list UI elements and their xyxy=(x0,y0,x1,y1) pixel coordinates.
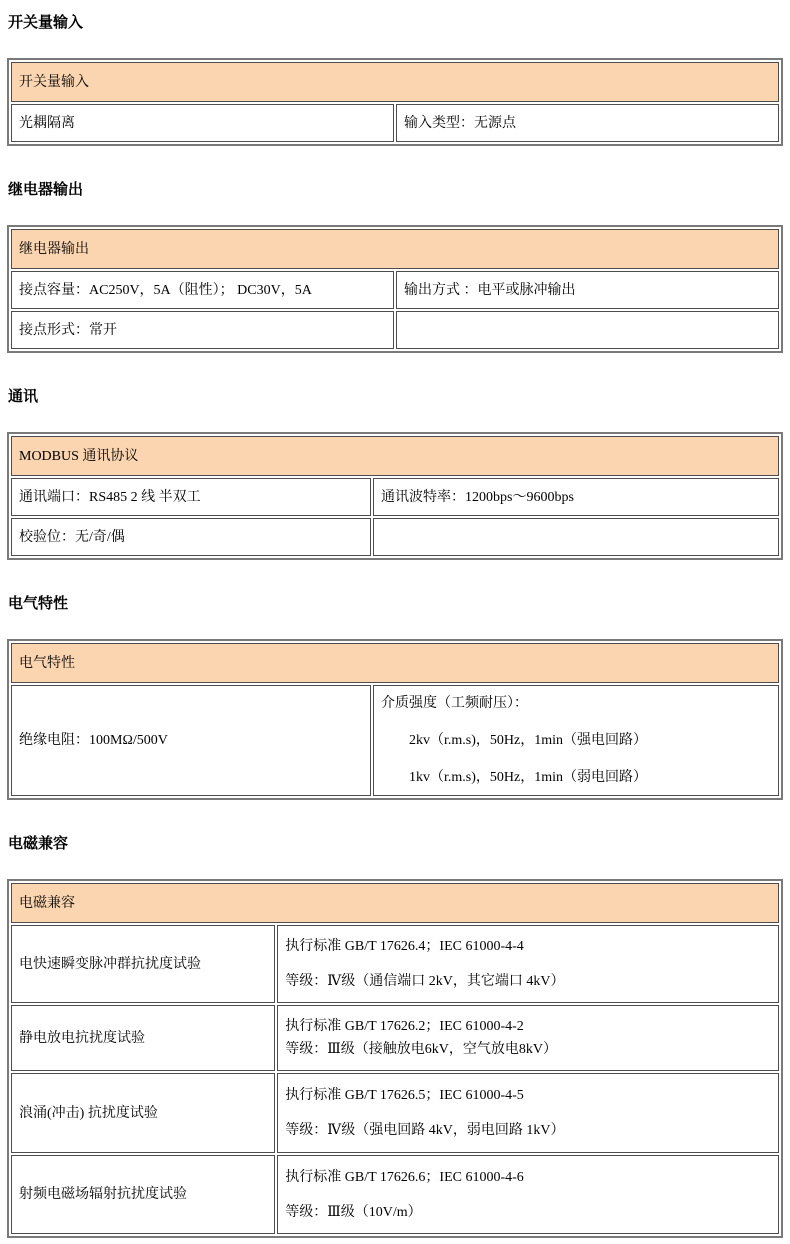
table-row xyxy=(11,685,779,796)
table-row xyxy=(11,925,779,1003)
table-row xyxy=(11,271,779,309)
table-header-row xyxy=(11,62,779,102)
table-cell xyxy=(396,311,779,349)
section-heading: 通讯 xyxy=(8,388,39,405)
section-3 xyxy=(7,595,783,800)
table-cell xyxy=(11,1073,275,1153)
section-0 xyxy=(7,14,783,146)
cell-line: 等级：Ⅳ级（通信端口 2kV，其它端口 4kV） xyxy=(285,974,565,989)
table-cell xyxy=(11,104,394,142)
table-cell xyxy=(11,271,394,309)
cell-line: 等级：Ⅲ级（10V/m） xyxy=(285,1204,422,1220)
table-cell xyxy=(11,1155,275,1234)
spec-table xyxy=(7,225,783,353)
table-header-row xyxy=(11,643,779,683)
cell-line: 接点形式：常开 xyxy=(19,322,117,338)
table-cell xyxy=(11,518,371,556)
cell-line: 等级：Ⅳ级（强电回路 4kV，弱电回路 1kV） xyxy=(285,1123,565,1138)
table-cell xyxy=(11,685,371,796)
table-cell xyxy=(11,925,275,1003)
spec-table xyxy=(7,58,783,146)
table-row xyxy=(11,104,779,142)
section-heading: 电磁兼容 xyxy=(8,835,69,852)
document-page xyxy=(0,14,790,1244)
cell-line: 绝缘电阻：100MΩ/500V xyxy=(19,733,168,748)
cell-line: 执行标准 GB/T 17626.6；IEC 61000-4-6 xyxy=(285,1169,524,1185)
spec-document xyxy=(7,14,783,1238)
cell-line: 校验位：无/奇/偶 xyxy=(19,529,125,545)
table-row xyxy=(11,311,779,349)
cell-line: 执行标准 GB/T 17626.4；IEC 61000-4-4 xyxy=(285,939,524,954)
table-cell xyxy=(277,925,779,1003)
cell-line: 输入类型：无源点 xyxy=(404,115,516,131)
table-cell xyxy=(396,271,779,309)
table-row xyxy=(11,1005,779,1071)
table-row xyxy=(11,518,779,556)
table-header-row xyxy=(11,883,779,923)
table-header-cell: 电气特性 xyxy=(11,643,779,683)
cell-line: 执行标准 GB/T 17626.5；IEC 61000-4-5 xyxy=(285,1088,524,1103)
cell-line: 接点容量：AC250V，5A（阻性）； DC30V，5A xyxy=(19,282,312,298)
cell-line: 等级：Ⅲ级（接触放电6kV，空气放电8kV） xyxy=(285,1042,557,1057)
table-cell xyxy=(396,104,779,142)
table-header-cell: 继电器输出 xyxy=(11,229,779,269)
cell-line: 输出方式 ：电平或脉冲输出 xyxy=(404,282,576,298)
table-cell xyxy=(373,685,779,796)
table-cell xyxy=(373,478,779,516)
table-cell xyxy=(277,1073,779,1153)
cell-line: 通讯波特率：1200bps～9600bps xyxy=(381,489,574,505)
table-header-row xyxy=(11,436,779,476)
table-cell xyxy=(11,1005,275,1071)
spec-table xyxy=(7,432,783,560)
section-heading: 继电器输出 xyxy=(8,181,84,198)
table-header-cell: MODBUS 通讯协议 xyxy=(11,436,779,476)
table-row xyxy=(11,1155,779,1234)
table-row xyxy=(11,1073,779,1153)
cell-line: 执行标准 GB/T 17626.2；IEC 61000-4-2 xyxy=(285,1019,524,1034)
table-header-cell: 开关量输入 xyxy=(11,62,779,102)
cell-line: 通讯端口：RS485 2 线 半双工 xyxy=(19,489,201,505)
table-header-cell: 电磁兼容 xyxy=(11,883,779,923)
table-cell xyxy=(277,1155,779,1234)
table-row xyxy=(11,478,779,516)
section-2 xyxy=(7,388,783,560)
cell-line: 介质强度（工频耐压）： xyxy=(381,696,529,711)
cell-line: 电快速瞬变脉冲群抗扰度试验 xyxy=(19,956,201,972)
table-cell xyxy=(373,518,779,556)
table-cell xyxy=(11,311,394,349)
section-4 xyxy=(7,835,783,1238)
section-1 xyxy=(7,181,783,353)
table-header-row xyxy=(11,229,779,269)
cell-line: 光耦隔离 xyxy=(19,115,75,131)
cell-line: 1kv（r.m.s)，50Hz，1min（弱电回路） xyxy=(409,770,648,785)
cell-line: 静电放电抗扰度试验 xyxy=(19,1030,145,1046)
table-cell xyxy=(11,478,371,516)
cell-line: 2kv（r.m.s)，50Hz，1min（强电回路） xyxy=(409,733,648,748)
table-cell xyxy=(277,1005,779,1071)
spec-table xyxy=(7,879,783,1238)
section-heading: 开关量输入 xyxy=(8,14,84,31)
spec-table xyxy=(7,639,783,800)
cell-line: 射频电磁场辐射抗扰度试验 xyxy=(19,1187,187,1202)
cell-line: 浪涌(冲击) 抗扰度试验 xyxy=(19,1105,158,1121)
section-heading: 电气特性 xyxy=(8,595,69,612)
